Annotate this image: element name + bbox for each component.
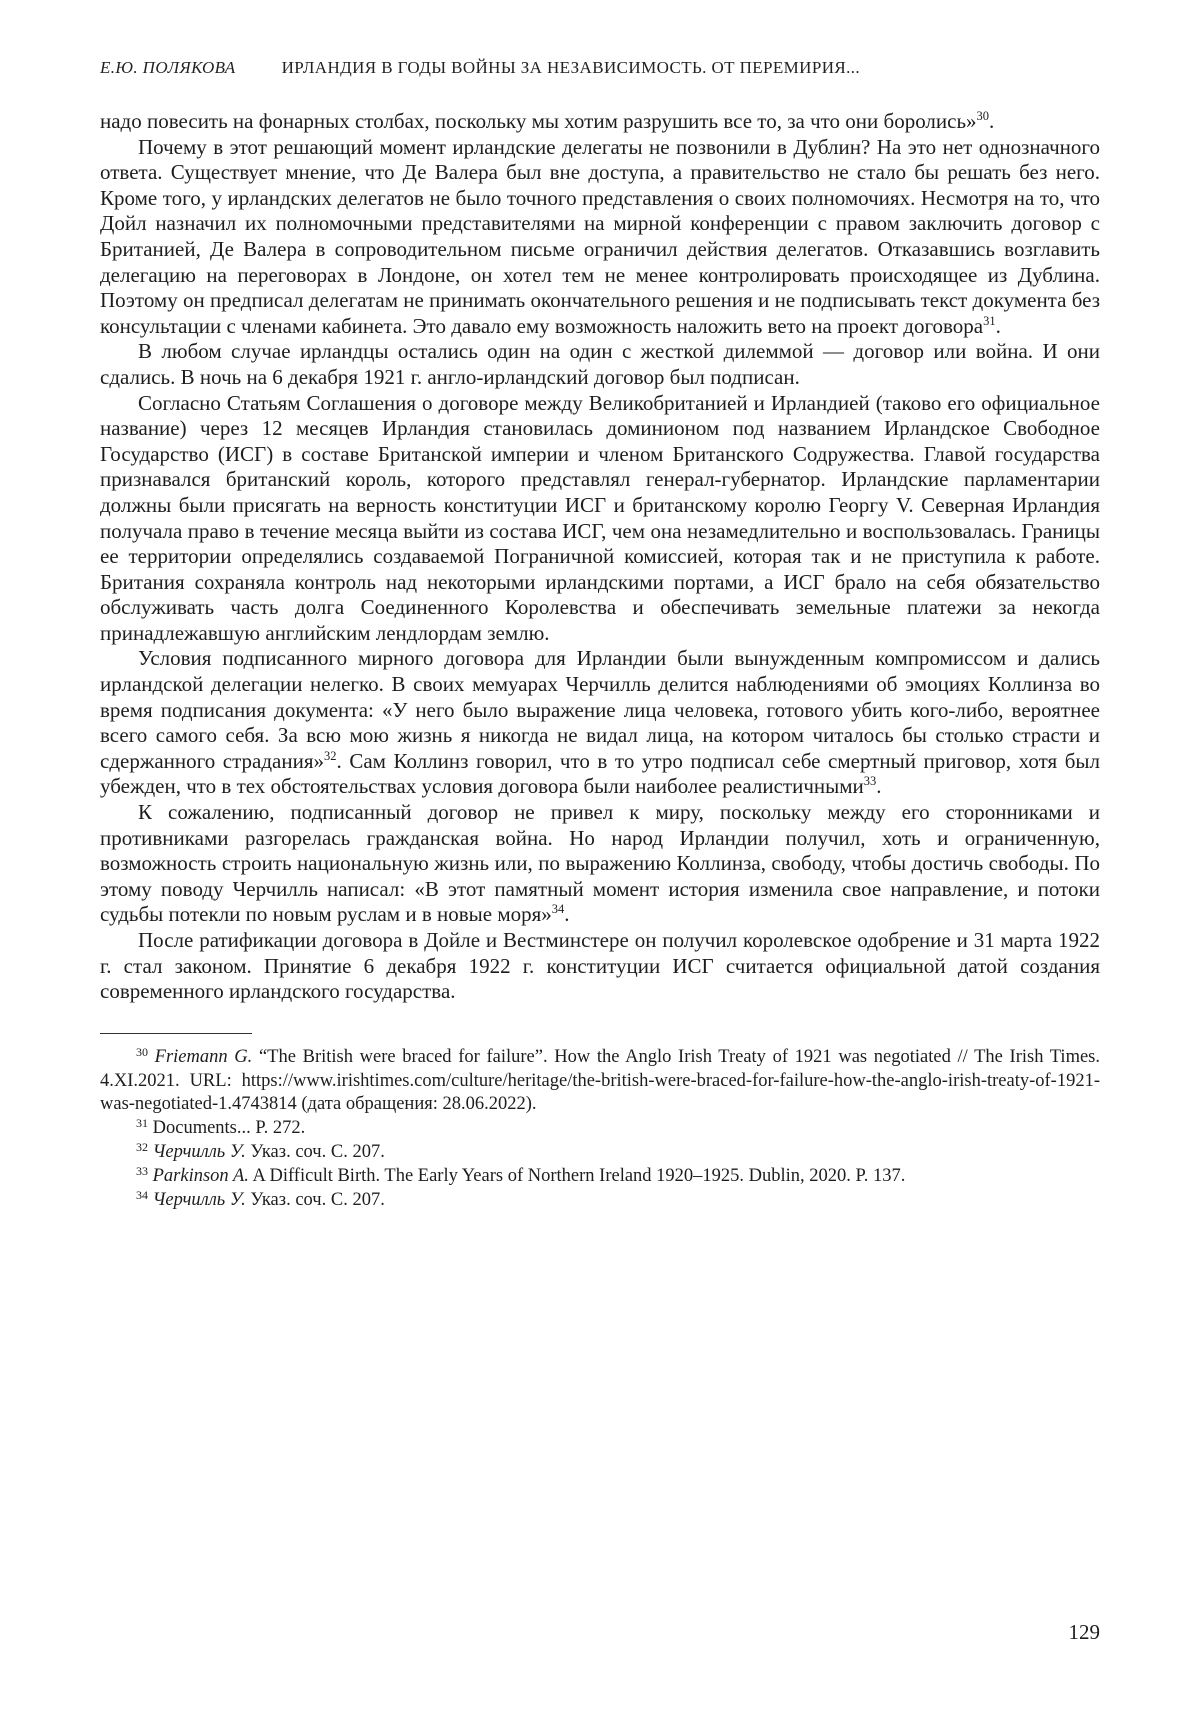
footnote-ref-32: 32 — [324, 748, 337, 763]
footnote-divider — [100, 1033, 252, 1034]
footnote-number: 34 — [136, 1187, 148, 1202]
paragraph-text: К сожалению, подписанный договор не привел к миру, поскольку между его сторонниками и противниками разгорелась гражданская война. Но народ Ирландии получил, хоть и ограниченную, возможность строить национальную жизнь или, по выражению Коллинза, свободу, чтобы достичь свободы. По этому поводу Черчилль написал: «В этот памятный момент история изменила свое направление, и потоки судьбы потекли по новым руслам и в новые моря» — [100, 800, 1100, 927]
footnote-author: Черчилль У. — [152, 1189, 246, 1210]
paragraph — [100, 800, 1100, 928]
paragraph-text: Согласно Статьям Соглашения о договоре между Великобританией и Ирландией (таково его официальное название) через 12 месяцев Ирландия становилась доминионом под названием Ирландское Свободное Государство (ИСГ) в составе Британской империи и членом Британского Содружества. Главой государства признавался британский король, которого представлял генерал-губернатор. Ирландские парламентарии должны были присягать на верность конституции ИСГ и британскому королю Георгу V. Северная Ирландия получала право в течение месяца выйти из состава ИСГ, чем она незамедлительно и воспользовалась. Границы ее территории определялись создаваемой Пограничной комиссией, которая так и не приступила к работе. Британия сохраняла контроль над некоторыми ирландскими портами, а ИСГ брало на себя обязательство обслуживать часть долга Соединенного Королевства и обеспечивать земельные платежи за некогда принадлежавшую английским лендлордам землю. — [100, 390, 1100, 645]
footnote-33 — [100, 1165, 1100, 1189]
footnote-text: Указ. соч. С. 207. — [245, 1141, 385, 1162]
header-author: Е.Ю. ПОЛЯКОВА — [100, 58, 236, 77]
footnote-ref-30: 30 — [976, 109, 990, 123]
footnote-text: “The British were braced for failure”. How the Anglo Irish Treaty of 1921 was negotiated // The Irish Times. 4.XI.2021. URL: https://www.irishtimes.com/culture/heritage/the-british-were-braced-for-failure-how-the-anglo-irish-treaty-of-1921-was-negotiated-1.4743814 (дата обращения: 28.06.2022). — [100, 1046, 1101, 1115]
paragraph-text: . Сам Коллинз говорил, что в то утро подписал себе смертный приговор, хотя был убежден, что в тех обстоятельствах условия договора были наиболее реалистичными — [100, 748, 1100, 799]
paragraph-text: . — [989, 109, 995, 133]
footnote-number: 32 — [136, 1139, 148, 1154]
footnote-author: Friemann G. — [154, 1046, 253, 1067]
footnote-number: 30 — [136, 1044, 148, 1059]
paragraph-text: После ратификации договора в Дойле и Вестминстере он получил королевское одобрение и 31 марта 1922 г. стал законом. Принятие 6 декабря 1922 г. конституции ИСГ считается официальной датой создания современного ирландского государства. — [100, 928, 1100, 1004]
paragraph-text: надо повесить на фонарных столбах, поскольку мы хотим разрушить все то, за что они боролись» — [100, 109, 977, 133]
header-title: ИРЛАНДИЯ В ГОДЫ ВОЙНЫ ЗА НЕЗАВИСИМОСТЬ. ОТ ПЕРЕМИРИЯ... — [281, 58, 861, 77]
paragraph-text: Условия подписанного мирного договора для Ирландии были вынужденным компромиссом и дались ирландской делегации нелегко. В своих мемуарах Черчилль делится наблюдениями об эмоциях Коллинза во время подписания документа: «У него было выражение лица человека, готового убить кого-либо, вероятнее всего самого себя. За всю мою жизнь я никогда не видал лица, на котором читалось бы столько страсти и сдержанного страдания» — [100, 646, 1100, 773]
footnote-31 — [100, 1117, 1100, 1141]
footnote-number: 31 — [136, 1116, 148, 1131]
footnote-30 — [100, 1046, 1100, 1117]
paragraph-text: . — [876, 774, 882, 799]
paragraph-continuation — [100, 109, 1100, 135]
footnote-text: Указ. соч. С. 207. — [245, 1189, 385, 1210]
footnote-34 — [100, 1189, 1100, 1213]
paragraph-text: . — [564, 902, 570, 927]
body-text — [100, 109, 1100, 1005]
paragraph-text: В любом случае ирландцы остались один на один с жесткой дилеммой — договор или война. И они сдались. В ночь на 6 декабря 1921 г. англо-ирландский договор был подписан. — [100, 339, 1100, 389]
footnotes-section — [100, 1046, 1100, 1213]
footnote-text: Documents... P. 272. — [152, 1118, 306, 1139]
paragraph — [100, 646, 1100, 800]
paragraph — [100, 135, 1100, 340]
footnote-ref-33: 33 — [863, 774, 877, 789]
paragraph — [100, 339, 1100, 390]
footnote-ref-34: 34 — [551, 902, 565, 917]
page-number: 129 — [1068, 1620, 1100, 1644]
footnote-author: Parkinson A. — [152, 1165, 249, 1186]
footnote-32 — [100, 1141, 1100, 1165]
footnote-author: Черчилль У. — [152, 1141, 246, 1162]
footnote-text: A Difficult Birth. The Early Years of Northern Ireland 1920–1925. Dublin, 2020. P. 137. — [248, 1165, 906, 1186]
footnote-ref-31: 31 — [983, 313, 996, 328]
footnote-number: 33 — [136, 1163, 148, 1178]
paragraph-text: Почему в этот решающий момент ирландские делегаты не позвонили в Дублин? На это нет однозначного ответа. Существует мнение, что Де Валера был вне доступа, а правительство не стало бы решать без него. Кроме того, у ирландских делегатов не было точного представления о своих полномочиях. Несмотря на то, что Дойл назначил их полномочными представителями на мирной конференции с правом заключить договор с Британией, Де Валера в сопроводительном письме ограничил действия делегатов. Отказавшись возглавить делегацию на переговорах в Лондоне, он хотел тем не менее контролировать происходящее из Дублина. Поэтому он предписал делегатам не принимать окончательного решения и не подписывать текст документа без консультации с членами кабинета. Это давало ему возможность наложить вето на проект договора — [100, 134, 1100, 338]
paragraph — [100, 391, 1100, 647]
paragraph — [100, 928, 1100, 1005]
running-header — [100, 58, 1100, 78]
paragraph-text: . — [995, 313, 1001, 338]
